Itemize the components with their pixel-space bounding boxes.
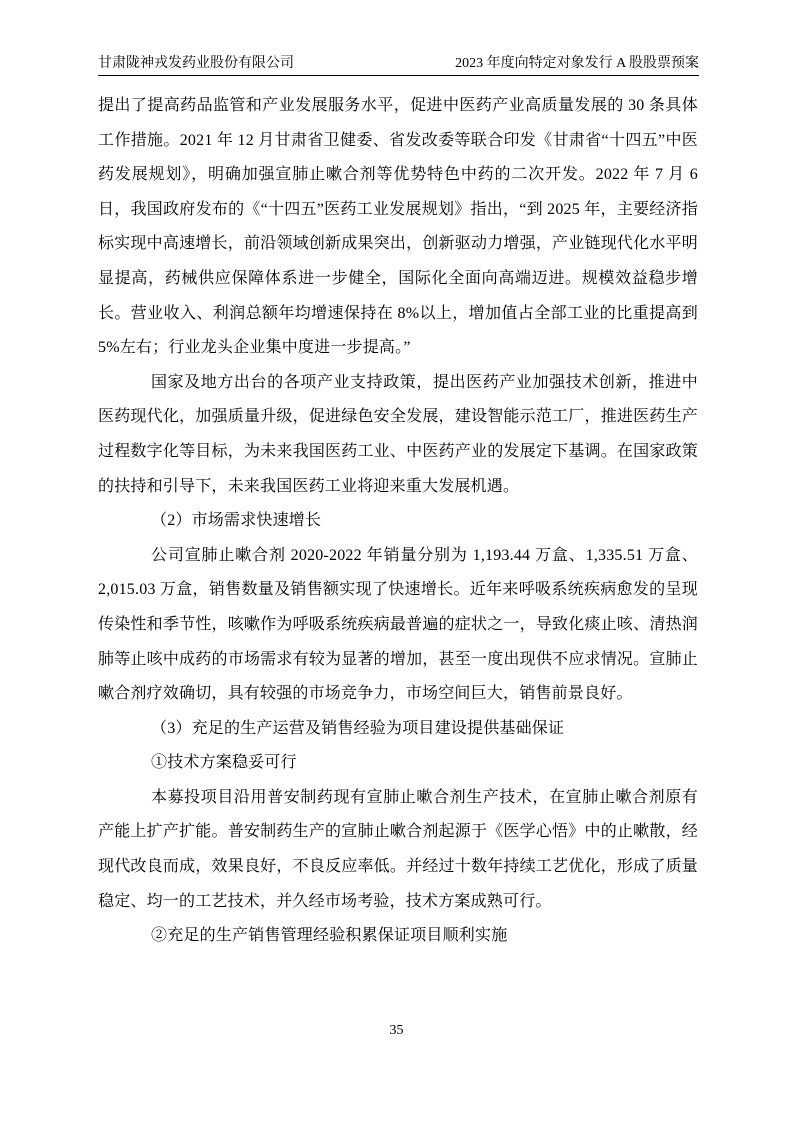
page-number: 35 <box>389 1023 404 1038</box>
heading-management-experience: ②充足的生产销售管理经验积累保证项目顺利实施 <box>151 927 508 945</box>
page-footer <box>0 1022 793 1039</box>
paragraph-policy-summary: 国家及地方出台的各项产业支持政策，提出医药产业加强技术创新，推进中医药现代化，加强质量升级，促进绿色安全发展，建设智能示范工厂，推进医药生产过程数字化等目标，为未来我国医药工业、中医药产业的发展定下基调。在国家政策的扶持和引导下，未来我国医药工业将迎来重大发展机遇。 <box>98 373 698 495</box>
page-header <box>98 55 699 76</box>
paragraph-policy-measures: 提出了提高药品监管和产业发展服务水平，促进中医药产业高质量发展的 30 条具体工作措施。2021 年 12 月甘肃省卫健委、省发改委等联合印发《甘肃省“十四五”中医药发展规划》，明确加强宣肺止嗽合剂等优势特色中药的二次开发。2022 年 7 月 6 日，我国政府发布的《“十四五”医药工业发展规划》指出，“到 2025 年，主要经济指标实现中高速增长，前沿领域创新成果突出，创新驱动力增强，产业链现代化水平明显提高，药械供应保障体系进一步健全，国际化全面向高端迈进。规模效益稳步增长。营业收入、利润总额年均增速保持在 8%以上，增加值占全部工业的比重提高到 5%左右；行业龙头企业集中度进一步提高。” <box>98 97 698 357</box>
heading-production-experience: （3）充足的生产运营及销售经验为项目建设提供基础保证 <box>151 719 565 737</box>
paragraph-technical-detail: 本募投项目沿用普安制药现有宣肺止嗽合剂生产技术，在宣肺止嗽合剂原有产能上扩产扩能。普安制药生产的宣肺止嗽合剂起源于《医学心悟》中的止嗽散，经现代改良而成，效果良好，不良反应率低。并经过十数年持续工艺优化，形成了质量稳定、均一的工艺技术，并久经市场考验，技术方案成熟可行。 <box>98 788 698 910</box>
header-document-title: 2023 年度向特定对象发行 A 股股票预案 <box>455 56 699 71</box>
paragraph-sales-growth: 公司宣肺止嗽合剂 2020-2022 年销量分别为 1,193.44 万盒、1,335.51 万盒、2,015.03 万盒，销售数量及销售额实现了快速增长。近年来呼吸系统疾病愈发的呈现传染性和季节性，咳嗽作为呼吸系统疾病最普遍的症状之一，导致化痰止咳、清热润肺等止咳中成药的市场需求有较为显著的增加，甚至一度出现供不应求情况。宣肺止嗽合剂疗效确切，具有较强的市场竞争力，市场空间巨大，销售前景良好。 <box>98 546 698 703</box>
header-company-name: 甘肃陇神戎发药业股份有限公司 <box>98 56 294 71</box>
heading-market-demand: （2）市场需求快速增长 <box>151 512 322 530</box>
document-body <box>98 89 698 954</box>
heading-technical-plan: ①技术方案稳妥可行 <box>151 754 297 772</box>
